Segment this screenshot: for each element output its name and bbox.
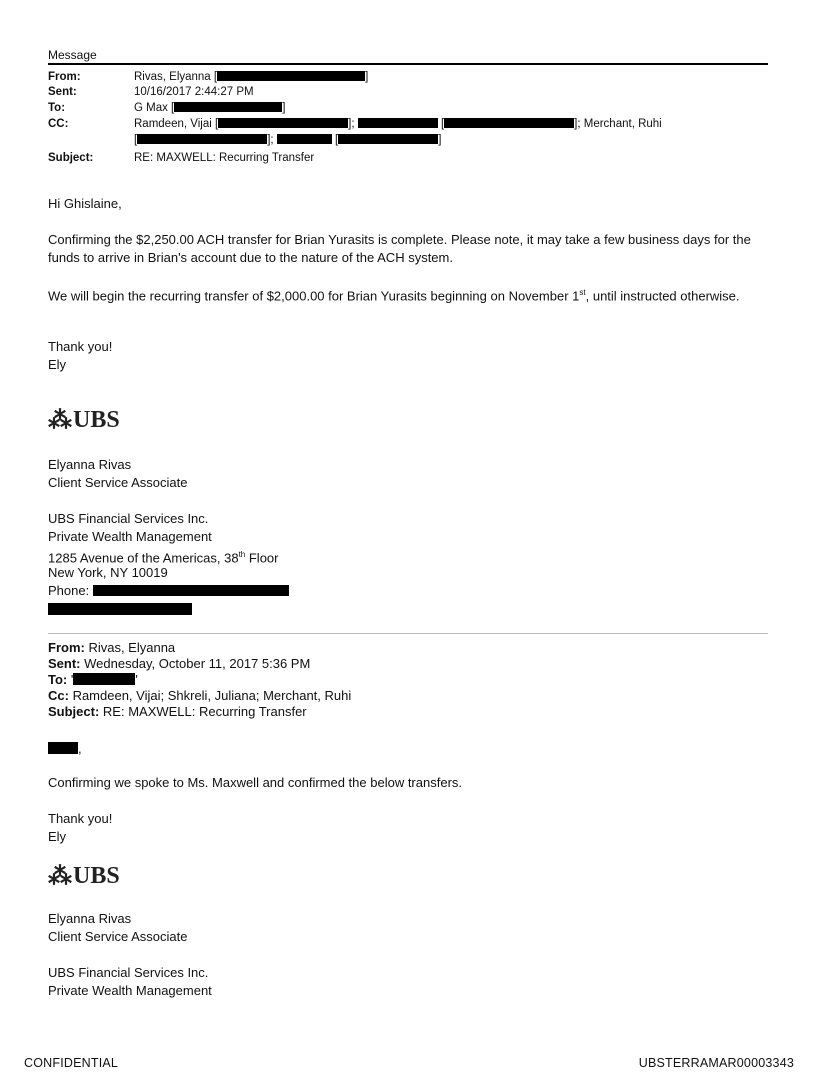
closing2-thanks: Thank you!: [48, 811, 113, 826]
signature2-title: Client Service Associate: [48, 929, 188, 944]
redaction-block: [93, 585, 289, 596]
message-label: Message: [48, 48, 97, 62]
body-paragraph-1: Confirming the $2,250.00 ACH transfer for Brian Yurasits is complete. Please note, it may take a few business days for the funds to arrive in Brian's account due to the nature of the ACH system.: [48, 232, 751, 265]
fwd-sent-row: Sent: Wednesday, October 11, 2017 5:36 PM: [48, 656, 311, 671]
signature-address: 1285 Avenue of the Americas, 38th Floor: [48, 550, 279, 566]
redaction-block: [358, 118, 438, 128]
forward-separator: [48, 633, 768, 634]
footer-confidential: CONFIDENTIAL: [24, 1056, 119, 1070]
to-key: To:: [48, 102, 66, 114]
cc-value: Ramdeen, Vijai [ ]; [ ]; Merchant, Ruhi: [134, 118, 662, 130]
sent-value: 10/16/2017 2:44:27 PM: [134, 86, 254, 98]
body-paragraph-2: We will begin the recurring transfer of $2,000.00 for Brian Yurasits beginning on November 1st, until instructed otherwise.: [48, 288, 740, 304]
signature-name: Elyanna Rivas: [48, 457, 132, 472]
subject-value: RE: MAXWELL: Recurring Transfer: [134, 152, 315, 164]
redaction-block: [48, 603, 192, 615]
closing2-signoff: Ely: [48, 829, 67, 844]
signature-phone: Phone:: [48, 582, 768, 600]
redaction-block: [444, 118, 574, 128]
redaction-block: [338, 134, 438, 144]
ubs-logo-text: UBS: [73, 863, 120, 889]
greeting: Hi Ghislaine,: [48, 196, 122, 211]
ubs-logo-2: [48, 862, 120, 891]
ubs-keys-icon: ⁂: [48, 408, 70, 434]
cc-key: CC:: [48, 118, 69, 130]
redaction-block: [73, 673, 135, 685]
fwd-subject-row: Subject: RE: MAXWELL: Recurring Transfer: [48, 704, 307, 719]
body2-paragraph-1: Confirming we spoke to Ms. Maxwell and confirmed the below transfers.: [48, 775, 463, 790]
signature2-company: UBS Financial Services Inc.: [48, 965, 209, 980]
greeting-redacted: ,: [48, 740, 768, 758]
redaction-block: [48, 742, 78, 754]
signature-company: UBS Financial Services Inc.: [48, 511, 209, 526]
closing-signoff: Ely: [48, 357, 67, 372]
ubs-keys-icon: ⁂: [48, 864, 70, 890]
fwd-from-row: From: Rivas, Elyanna: [48, 640, 176, 655]
to-value: G Max [ ]: [134, 102, 286, 114]
signature-email-redacted: [48, 601, 768, 619]
redaction-block: [137, 134, 267, 144]
from-key: From:: [48, 71, 81, 83]
signature2-name: Elyanna Rivas: [48, 911, 132, 926]
sent-key: Sent:: [48, 86, 77, 98]
fwd-to-row: To: ' ': [48, 672, 138, 687]
signature-title: Client Service Associate: [48, 475, 188, 490]
footer-bates-number: UBSTERRAMAR00003343: [638, 1056, 794, 1070]
header-rule: [48, 63, 768, 65]
redaction-block: [217, 71, 365, 81]
subject-key: Subject:: [48, 152, 94, 164]
closing-thanks: Thank you!: [48, 339, 113, 354]
from-value: Rivas, Elyanna [ ]: [134, 71, 369, 83]
redaction-block: [174, 102, 282, 112]
cc-value-2: [ ]; [ ]: [134, 134, 442, 146]
ubs-logo-text: UBS: [73, 407, 120, 433]
redaction-block: [277, 134, 332, 144]
fwd-cc-row: Cc: Ramdeen, Vijai; Shkreli, Juliana; Merchant, Ruhi: [48, 688, 352, 703]
signature2-division: Private Wealth Management: [48, 983, 212, 998]
redaction-block: [218, 118, 348, 128]
signature-city: New York, NY 10019: [48, 565, 168, 580]
signature-division: Private Wealth Management: [48, 529, 212, 544]
ubs-logo: [48, 406, 120, 435]
